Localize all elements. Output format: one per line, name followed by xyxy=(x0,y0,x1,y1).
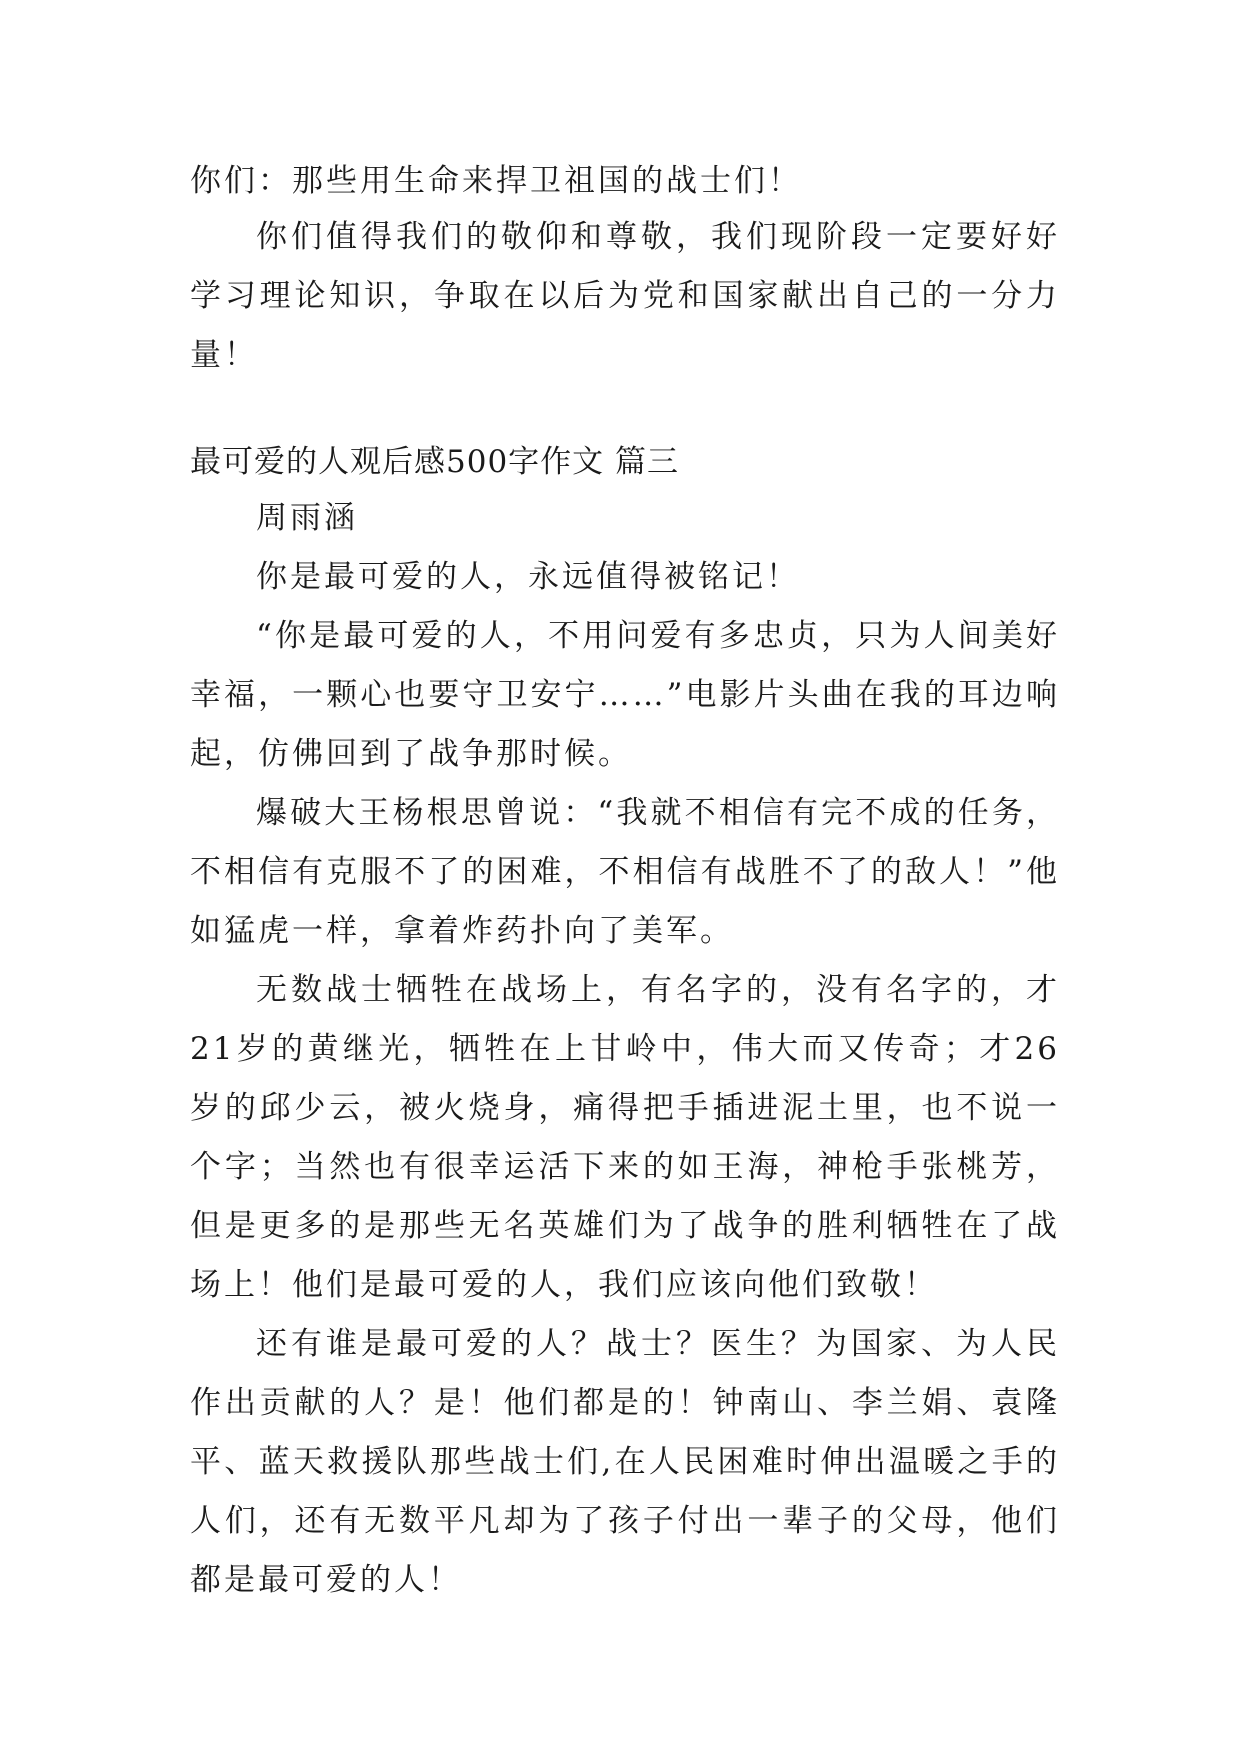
paragraph-5: 还有谁是最可爱的人？战士？医生？为国家、为人民作出贡献的人？是！他们都是的！钟南山、李兰娟、袁隆平、蓝天救援队那些战士们,在人民困难时伸出温暖之手的人们，还有无数平凡却为了孩子付出一辈子的父母，他们都是最可爱的人！ xyxy=(190,1326,1060,1598)
paragraph-1: 你是最可爱的人，永远值得被铭记！ xyxy=(256,559,800,595)
author-name: 周雨涵 xyxy=(256,500,358,536)
document-body xyxy=(190,160,1060,1610)
continued-line: 你们：那些用生命来捍卫祖国的战士们！ xyxy=(190,163,802,199)
paragraph-3: 爆破大王杨根思曾说：“我就不相信有完不成的任务，不相信有克服不了的困难，不相信有战胜不了的敌人！”他如猛虎一样，拿着炸药扑向了美军。 xyxy=(190,795,1060,949)
paragraph-2: “你是最可爱的人，不用问爱有多忠贞，只为人间美好幸福，一颗心也要守卫安宁……”电影片头曲在我的耳边响起，仿佛回到了战争那时候。 xyxy=(190,618,1060,772)
spacer xyxy=(190,385,1060,441)
section-title: 最可爱的人观后感500字作文 篇三 xyxy=(190,444,680,480)
paragraph-4: 无数战士牺牲在战场上，有名字的，没有名字的，才21岁的黄继光，牺牲在上甘岭中，伟大而又传奇；才26岁的邱少云，被火烧身，痛得把手插进泥土里，也不说一个字；当然也有很幸运活下来的如王海，神枪手张桃芳，但是更多的是那些无名英雄们为了战争的胜利牺牲在了战场上！他们是最可爱的人，我们应该向他们致敬！ xyxy=(190,972,1060,1303)
paragraph-respect: 你们值得我们的敬仰和尊敬，我们现阶段一定要好好学习理论知识，争取在以后为党和国家献出自己的一分力量！ xyxy=(190,219,1060,373)
